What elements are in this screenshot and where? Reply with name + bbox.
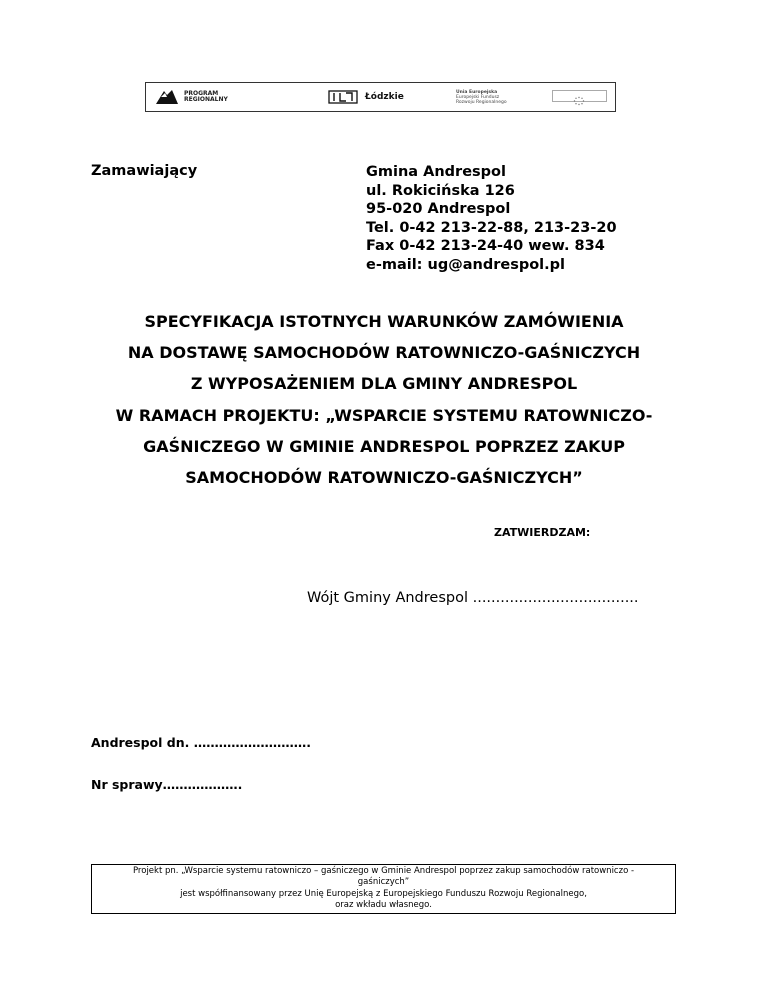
orderer-fax: Fax 0-42 213-24-40 wew. 834: [366, 238, 605, 255]
orderer-label: Zamawiający: [91, 163, 198, 179]
footer-box: [91, 864, 676, 914]
title-line: GAŚNICZEGO W GMINIE ANDRESPOL POPRZEZ ZAKUP: [143, 436, 625, 456]
orderer-address: [366, 163, 617, 275]
orderer-phone: Tel. 0-42 213-22-88, 213-23-20: [366, 219, 617, 236]
eu-logo-line1: Unia Europejska: [456, 89, 498, 95]
signature-line: Wójt Gminy Andrespol ....................................: [307, 590, 639, 606]
eu-flag-icon: [552, 90, 607, 102]
title-line: W RAMACH PROJEKTU: „WSPARCIE SYSTEMU RATOWNICZO-: [115, 405, 653, 425]
eu-logo-line3: Rozwoju Regionalnego: [456, 99, 507, 105]
footer-line: gaśniczych”: [357, 877, 410, 888]
footer-line: jest współfinansowany przez Unię Europejską z Europejskiego Funduszu Rozwoju Regionalnego,: [180, 888, 587, 899]
program-logo-line1: PROGRAM: [184, 90, 219, 97]
program-regionalny-logo: [152, 83, 228, 111]
document-title: [40, 306, 728, 493]
program-regionalny-emblem-icon: [152, 89, 180, 105]
case-number-line: Nr sprawy……………….: [91, 777, 243, 792]
eu-logo: [456, 83, 507, 111]
eu-logo-line2: Europejski Fundusz: [456, 94, 500, 100]
orderer-name: Gmina Andrespol: [366, 164, 506, 180]
footer-line: oraz wkładu własnego.: [335, 900, 432, 911]
approval-label: ZATWIERDZAM:: [494, 526, 591, 539]
logo-bar: [145, 82, 616, 112]
date-line: Andrespol dn. ……………………….: [91, 735, 311, 750]
lodzkie-emblem-icon: [328, 89, 358, 105]
title-line: Z WYPOSAŻENIEM DLA GMINY ANDRESPOL: [190, 374, 578, 394]
program-logo-line2: REGIONALNY: [184, 96, 228, 103]
orderer-street: ul. Rokicińska 126: [366, 182, 515, 199]
footer-line: Projekt pn. „Wsparcie systemu ratowniczo – gaśniczego w Gminie Andrespol poprzez zakup samochodów ratowniczo -: [132, 866, 635, 876]
orderer-postcode: 95-020 Andrespol: [366, 201, 511, 218]
lodzkie-label: Łódzkie: [365, 92, 404, 102]
orderer-email: e-mail: ug@andrespol.pl: [366, 256, 566, 273]
lodzkie-logo: [328, 83, 404, 111]
title-line: SAMOCHODÓW RATOWNICZO-GAŚNICZYCH”: [185, 468, 583, 488]
title-line: NA DOSTAWĘ SAMOCHODÓW RATOWNICZO-GAŚNICZYCH: [127, 343, 641, 363]
title-line: SPECYFIKACJA ISTOTNYCH WARUNKÓW ZAMÓWIENIA: [144, 312, 624, 331]
